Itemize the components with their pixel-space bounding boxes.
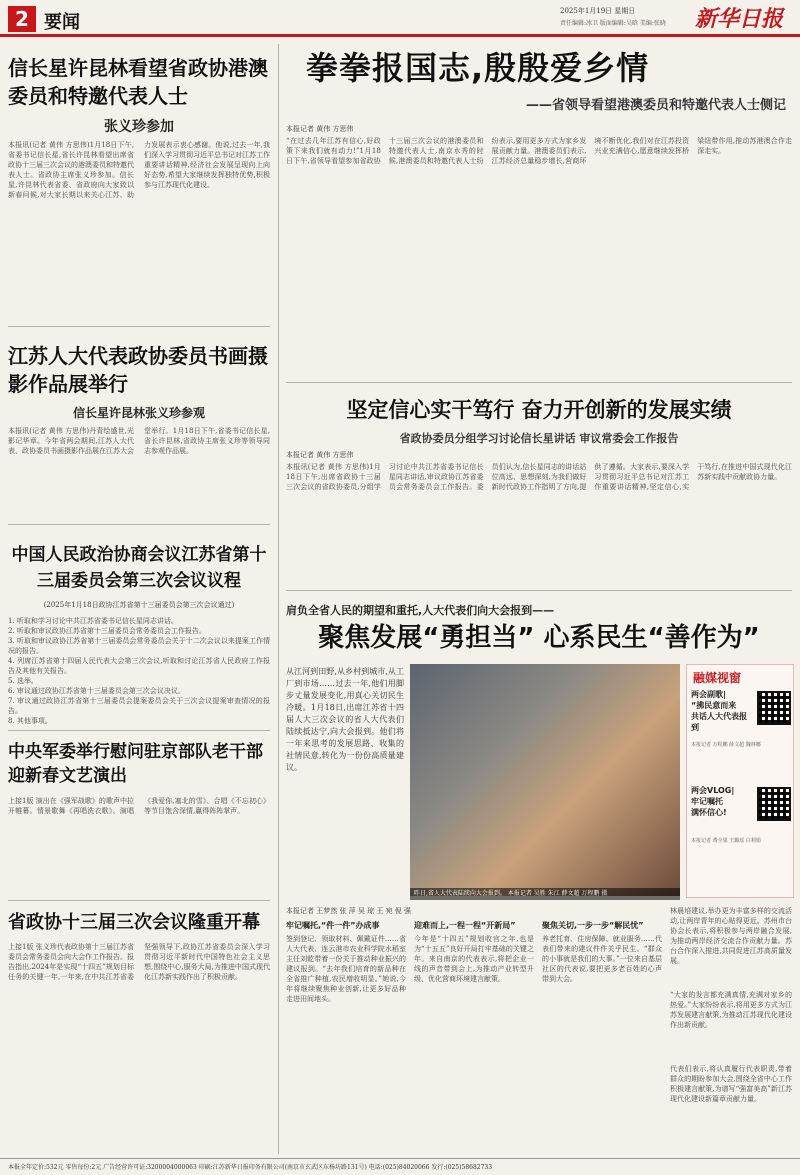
feature-body-2: 今年是“十四五”规划收官之年,也是为“十五五”良好开局打牢基础的关键之年。来自南京的代表表示,将把企业一线的声音带到会上,为推动产业转型升级、优化营商环境建言献策。 bbox=[414, 935, 534, 983]
feature-subhead-2: 迎难而上,一程一程“开新局” bbox=[414, 921, 516, 930]
feature-photo-caption: 昨日,省人大代表陆续向大会报到。 本报记者 吴胜 朱江 薛文超 万程鹏 摄 bbox=[410, 888, 680, 900]
media-item-1-credit: 本报记者 万程鹏 薛文超 魏林娜 bbox=[691, 742, 761, 748]
story-b-body: 本报讯(记者 黄伟 方思伟)1月18日下午,出席省政协十三届三次会议的省政协委员,分组学习讨论中共江苏省委书记信长星同志讲话,审议政协江苏省委员会常务委员会工作报告。委员们认为,信长星同志的讲话站位高远、思想深刻,为我们做好新时代政协工作指明了方向,提供了遵循。大家表示,要深入学习贯彻习近平总书记对江苏工作重要讲话精神,坚定信心,实干笃行,在推进中国式现代化江苏新实践中贡献政协力量。 bbox=[286, 463, 792, 491]
agenda-item: 6. 审议通过政协江苏省第十三届委员会第三次会议决议。 bbox=[8, 687, 185, 695]
footer-text: 本报全年定价:532元 零售每份:2元 广告经营许可证:3200004000063 印刷:江苏新华日报印务有限公司(南京市玄武区东杨坊路131号) 电话:(025)84020066 发行:(025)58682733 bbox=[8, 1164, 493, 1171]
feature-kicker: 肩负全省人民的期望和重托,人大代表们向大会报到—— bbox=[286, 604, 555, 617]
agenda-item: 5. 选举。 bbox=[8, 677, 38, 685]
newspaper-logo: 新华日报 bbox=[695, 6, 784, 32]
story1-headline: 信长星许昆林看望省政协港澳委员和特邀代表人士 bbox=[8, 56, 268, 108]
agenda-item: 7. 审议通过政协江苏省第十三届委员会提案委员会关于三次会议提案审查情况的报告。 bbox=[8, 697, 270, 715]
page-number: 2 bbox=[15, 7, 29, 31]
story-b-headline: 坚定信心实干笃行 奋力开创新的发展实绩 bbox=[346, 398, 732, 422]
feature-story bbox=[286, 598, 792, 1154]
story3-headline: 中国人民政治协商会议江苏省第十三届委员会第三次会议议程 bbox=[11, 545, 267, 591]
feature-verse: 从江河到田野,从乡村到城市,从工厂到市场……过去一年,他们用脚步丈量发展变化,用真心关切民生冷暖。1月18日,出席江苏省十四届人大三次会议的省人大代表们陆续抵达宁,向大会报到。他们将一年来思考的发展思路、收集的社情民意,转化为一份份高质量建议。 bbox=[286, 667, 404, 772]
media-item-2-credit: 本报记者 费全果 王璐瑶 白利娟 bbox=[691, 838, 761, 844]
top-story-body: “在过去几年江苏有信心,好政策下来我们就有动力!”1月18日下午,省领导看望参加省政协十三届三次会议的港澳委员和特邀代表人士,南京水秀的时候,港澳委员和特邀代表人士纷纷表示,要用更多方式为家乡发展贡献力量。港澳委员们表示,江苏经济总量稳步增长,营商环境不断优化,我们对在江苏投资兴业充满信心,愿意继续发挥桥梁纽带作用,推动苏港澳合作走深走实。 bbox=[286, 137, 792, 165]
right-col-body-3: 代表们表示,将认真履行代表职责,带着群众的期盼参加大会,围绕全省中心工作积极建言献策,为谱写“强富美高”新江苏现代化建设新篇章贡献力量。 bbox=[670, 1065, 792, 1103]
agenda-item: 2. 听取和审议政协江苏省第十三届委员会常务委员会工作报告。 bbox=[8, 627, 206, 635]
divider bbox=[286, 590, 792, 591]
masthead-rule bbox=[0, 34, 800, 37]
column-divider bbox=[278, 44, 279, 1154]
agenda-item: 4. 列席江苏省第十四届人民代表大会第三次会议,听取和讨论江苏省人民政府工作报告及其他有关报告。 bbox=[8, 657, 270, 675]
agenda-item: 8. 其他事项。 bbox=[8, 717, 52, 725]
feature-col-3 bbox=[542, 920, 662, 1150]
divider bbox=[8, 900, 270, 901]
feature-body-1: 签到登记、领取材料、佩戴证件……省人大代表、连云港市农业科学院水稻室主任刘乾带着一份关于推动种业振兴的建议报到。“去年我们培育的新品种在全省推广种植,农民增收明显。”她说,今年将继续聚焦种业创新,让更多好品种走进田间地头。 bbox=[286, 935, 406, 1003]
feature-subhead-1: 牢记嘱托,“件一件”办成事 bbox=[286, 921, 380, 930]
media-item-2[interactable]: 两会VLOG| 牢记嘱托 满怀信心! bbox=[691, 786, 735, 817]
agenda-item: 3. 听取和审议政协江苏省第十三届委员会常务委员会关于十二次会议以来提案工作情况的报告。 bbox=[8, 637, 270, 655]
media-item-1[interactable]: 两会副歌| “拂民意而来 共话人大代表报到 bbox=[691, 690, 747, 732]
story2-subhead: 信长星许昆林张义珍参观 bbox=[72, 406, 205, 420]
editors-line: 责任编辑:冰卫 版面编辑:吴晗 美编:张晓 bbox=[560, 20, 666, 27]
divider bbox=[286, 382, 792, 383]
issue-date: 2025年1月19日 星期日 bbox=[560, 7, 636, 15]
top-story bbox=[286, 44, 792, 384]
story4-headline: 中央军委举行慰问驻京部队老干部迎新春文艺演出 bbox=[8, 742, 263, 786]
feature-col-2 bbox=[414, 920, 534, 1150]
feature-headline: 聚焦发展“勇担当” 心系民生“善作为” bbox=[318, 623, 760, 653]
feature-subhead-3: 聚焦关切,一步一步“解民忧” bbox=[542, 921, 644, 930]
top-story-byline: 本报记者 黄伟 方思伟 bbox=[286, 125, 354, 133]
footer bbox=[0, 1158, 800, 1175]
story-b-subhead: 省政协委员分组学习讨论信长星讲话 审议常委会工作报告 bbox=[399, 432, 679, 445]
story1-body: 本报讯(记者 黄伟 方思伟)1月18日下午,省委书记信长星,省长许昆林看望出席省政协十三届三次会议的港澳委员和特邀代表人士。省政协主席张义珍参加。信长星,许昆林代表省委、省政府向大家致以新春问候,对大家长期以来关心江苏、助力发展表示衷心感谢。他说,过去一年,我们深入学习贯彻习近平总书记对江苏工作重要讲话精神,经济社会发展呈现向上向好态势,希望大家继续发挥独特优势,积极参与江苏现代化建设。 bbox=[8, 141, 270, 199]
feature-col-1 bbox=[286, 920, 406, 1150]
qr-code-icon[interactable] bbox=[757, 691, 791, 725]
top-story-subhead: ——省领导看望港澳委员和特邀代表人士侧记 bbox=[525, 98, 786, 113]
feature-byline: 本报记者 王梦然 张 萍 吴 琼 王 宛 倪 强 bbox=[286, 907, 412, 915]
agenda-list bbox=[8, 616, 270, 726]
qr-code-icon[interactable] bbox=[757, 787, 791, 821]
story-b-byline: 本报记者 黄伟 方思伟 bbox=[286, 451, 354, 459]
right-col-body-1: 林晨培建议,举办更为丰富多样的交流活动,让两岸青年的心贴得更近。苏州市台协会长表示,将积极参与两岸融合发展,为推动两岸经济交流合作贡献力量。苏台合作深入推进,共同促进江苏高质量发展。 bbox=[670, 907, 792, 965]
story5-body: 上接1版 张义珍代表政协第十三届江苏省委员会常务委员会向大会作工作报告。报告指出,2024年是实现“十四五”规划目标任务的关键一年,一年来,在中共江苏省委坚强领导下,政协江苏省委员会深入学习贯彻习近平新时代中国特色社会主义思想,围绕中心,服务大局,为推进中国式现代化江苏新实践作出了积极贡献。 bbox=[8, 943, 270, 981]
masthead bbox=[0, 0, 800, 34]
media-box-brand: 融媒视窗 bbox=[693, 671, 742, 685]
story-b bbox=[286, 392, 792, 592]
media-box bbox=[686, 664, 794, 898]
story3-subhead: (2025年1月18日政协江苏省第十三届委员会第三次会议通过) bbox=[43, 601, 235, 609]
divider bbox=[8, 326, 270, 327]
story4-body: 上接1版 演出在《强军战歌》的歌声中拉开帷幕。情景歌舞《再唱洗衣歌》、演唱《我爱你,塞北的雪》、合唱《不忘初心》等节目饱含深情,赢得阵阵掌声。 bbox=[8, 797, 270, 815]
agenda-item: 1. 听取和学习讨论中共江苏省委书记信长星同志讲话。 bbox=[8, 617, 178, 625]
right-col-body-2: “大家的发言都充满真情,充满对家乡的热爱。”大家纷纷表示,将用更多方式为江苏发展建言献策,为推动江苏现代化建设作出新贡献。 bbox=[670, 991, 792, 1029]
feature-body-3: 养老托育、住房保障、就业服务……代表们带来的建议件件关乎民生。“群众的小事就是我们的大事。”一位来自基层社区的代表说,要把更多老百姓的心声带到大会。 bbox=[542, 935, 662, 983]
divider bbox=[8, 730, 270, 731]
story5-headline: 省政协十三届三次会议隆重开幕 bbox=[8, 912, 260, 933]
story2-body: 本报讯(记者 黄伟 方思伟)丹青绘盛世,光影记华章。今年省两会期间,江苏人大代表、政协委员书画摄影作品展在江苏大会堂举行。1月18日下午,省委书记信长星,省长许昆林,省政协主席张义珍等领导同志参观作品展。 bbox=[8, 427, 270, 455]
divider bbox=[8, 524, 270, 525]
left-column bbox=[8, 44, 270, 1154]
story1-subhead: 张义珍参加 bbox=[104, 119, 174, 135]
feature-col-4 bbox=[670, 906, 792, 1150]
story2-headline: 江苏人大代表政协委员书画摄影作品展举行 bbox=[8, 344, 268, 396]
feature-photo bbox=[410, 664, 680, 896]
section-name: 要闻 bbox=[44, 12, 80, 33]
top-story-headline: 拳拳报国志,殷殷爱乡情 bbox=[306, 49, 650, 87]
